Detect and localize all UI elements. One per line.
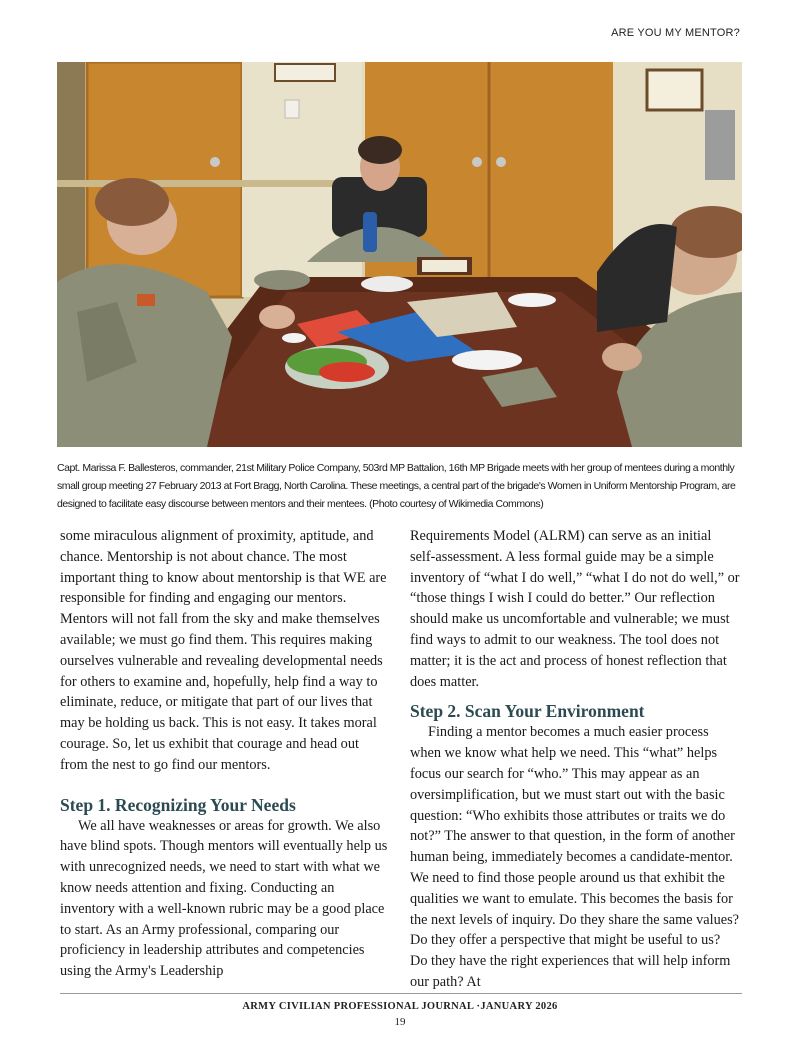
- journal-footer: ARMY CIVILIAN PROFESSIONAL JOURNAL ·JANUARY 2026: [242, 1001, 558, 1012]
- photo-caption: Capt. Marissa F. Ballesteros, commander, 21st Military Police Company, 503rd MP Battalion, 16th MP Brigade meets with her group of mentees during a monthly small group meeting 27 February 2013 at Fort Bragg, North Carolina. These meetings, a central part of the brigade's Women in Uniform Mentorship Program, are designed to facilitate easy discourse between mentors and their mentees. (Photo courtesy of Wikimedia Commons): [57, 462, 736, 510]
- running-header: ARE YOU MY MENTOR?: [611, 27, 740, 39]
- step2-paragraph: Finding a mentor becomes a much easier process when we know what help we need. This “what” helps focus our search for “who.” This may appear as an oversimplification, but we must start out with the basic question: “Who exhibits those attributes or traits we do not?” The answer to that question, in the form of another human being, immediately becomes a candidate-mentor. We need to find those people around us that exhibit the qualities we want to emulate. This becomes the basis for the next levels of inquiry. Do they share the same values? Do they offer a perspective that might be useful to us? Do they have the right experiences that will help inform our path? At: [410, 724, 739, 990]
- step1-heading: Step 1. Recognizing Your Needs: [60, 794, 296, 815]
- article-column-right: [410, 526, 740, 993]
- meeting-photo: [57, 62, 742, 447]
- step1-paragraph: We all have weaknesses or areas for growth. We also have blind spots. Though mentors will eventually help us with unrecognized needs, we need to start with what we know needs attention and fixing. Conducting an inventory with a well-known rubric may be a good place to start. As an Army professional, comparing our proficiency in leadership attributes and competencies using the Army's Leadership: [60, 817, 388, 980]
- alrm-paragraph: Requirements Model (ALRM) can serve as an initial self-assessment. A less formal guide may be a simple inventory of “what I do well,” “what I do not do well,” or “those things I wish I could do better.” Our reflection should make us uncomfortable and vulnerable; we must find ways to admit to our weakness. The tool does not matter; it is the act and process of honest reflection that does matter.: [410, 528, 740, 690]
- intro-paragraph: some miraculous alignment of proximity, aptitude, and chance. Mentorship is not about chance. The most important thing to know about mentorship is that WE are responsible for finding and engaging our mentors. Mentors will not fall from the sky and make themselves available; we must go find them. This requires making ourselves vulnerable and revealing developmental needs for others to examine and, hopefully, help find a way to eliminate, reduce, or mitigate that part of our lives that may be holding us back. This is not easy. It takes moral courage. So, let us exhibit that courage and head out from the nest to go find our mentors.: [60, 528, 387, 773]
- page-number: 19: [394, 1016, 406, 1028]
- step2-heading: Step 2. Scan Your Environment: [410, 701, 645, 722]
- footer-divider: [60, 993, 742, 994]
- article-column-left: [60, 526, 390, 982]
